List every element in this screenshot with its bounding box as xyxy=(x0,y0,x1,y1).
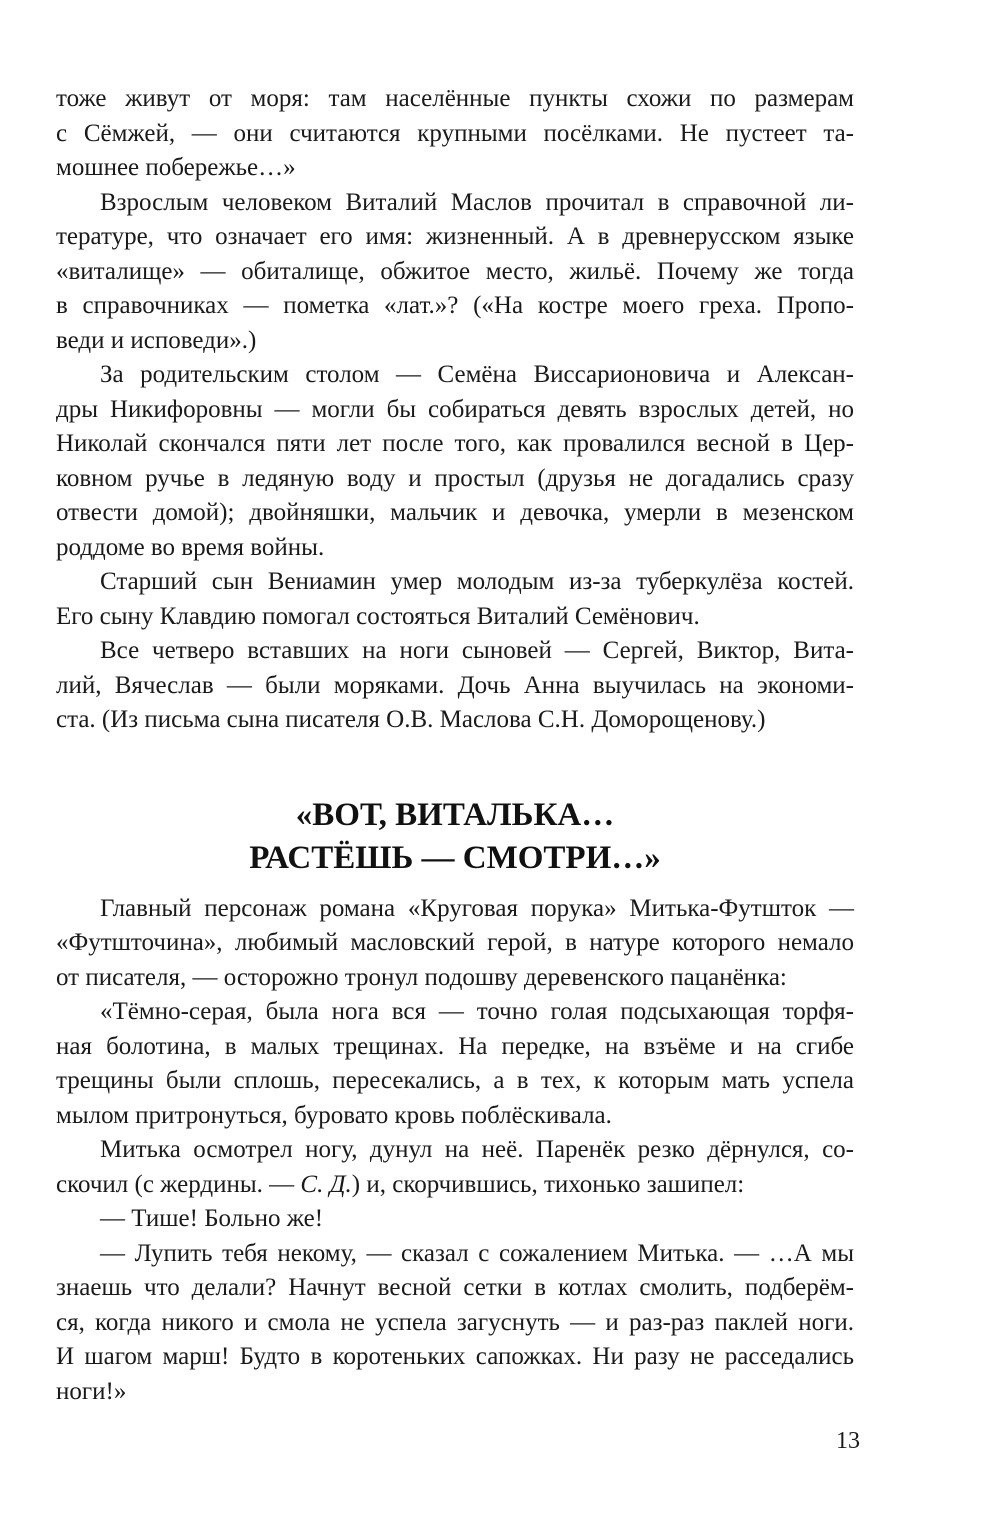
text-line: ста. (Из письма сына писателя О.В. Маслова С.Н. Доморощенову.) xyxy=(56,706,766,733)
text-line: знаешь что делали? Начнут весной сетки в котлах смолить, подберём- xyxy=(56,1274,854,1301)
body-text-top xyxy=(56,82,854,738)
paragraph-p4 xyxy=(56,565,854,634)
text-line: ковном ручье в ледяную воду и простыл (друзья не догадались сразу xyxy=(56,464,854,492)
text-line: Все четверо вставших на ноги сыновей — Сергей, Виктор, Вита- xyxy=(100,637,854,664)
paragraph-p6 xyxy=(56,892,854,996)
text-line: «виталище» — обиталище, обжитое место, жильё. Почему же тогда xyxy=(56,257,854,285)
text-line: лий, Вячеслав — были моряками. Дочь Анна выучилась на экономи- xyxy=(56,671,854,699)
text-line: тературе, что означает его имя: жизненный. А в древнерусском языке xyxy=(56,223,854,250)
paragraph-p3 xyxy=(56,358,854,565)
text-line xyxy=(56,1168,854,1203)
text-line: Митька осмотрел ногу, дунул на неё. Паренёк резко дёрнулся, со- xyxy=(100,1136,854,1163)
text-line: — Лупить тебя некому, — сказал с сожалением Митька. — …А мы xyxy=(100,1239,854,1267)
text-fragment: скочил (с жердины. — xyxy=(56,1170,301,1198)
text-line: дры Никифоровны — могли бы собираться девять взрослых детей, но xyxy=(56,395,854,423)
text-line: Его сыну Клавдию помогал состояться Виталий Семёнович. xyxy=(56,602,700,630)
text-line: ноги!» xyxy=(56,1377,127,1405)
paragraph-p2 xyxy=(56,186,854,359)
paragraph-p10 xyxy=(56,1237,854,1410)
paragraph-p7 xyxy=(56,995,854,1133)
text-line: от писателя, — осторожно тронул подошву деревенского пацанёнка: xyxy=(56,963,787,991)
author-initials: С. Д. xyxy=(300,1170,352,1198)
text-line: Старший сын Вениамин умер молодым из-за туберкулёза костей. xyxy=(100,568,854,595)
text-line: Взрослым человеком Виталий Маслов прочитал в справочной ли- xyxy=(100,188,854,216)
paragraph-p8 xyxy=(56,1133,854,1202)
text-line: — Тише! Больно же! xyxy=(100,1205,324,1232)
text-line: мошнее побережье…» xyxy=(56,154,296,181)
text-line: Николай скончался пяти лет после того, как провалился весной в Цер- xyxy=(56,430,854,457)
text-line: «Футшточина», любимый масловский герой, в натуре которого немало xyxy=(56,929,854,956)
chapter-heading xyxy=(56,794,854,880)
text-line: ся, когда никого и смола не успела загуснуть — и раз-раз паклей ноги. xyxy=(56,1308,854,1336)
text-line: мылом притронуться, буровато кровь поблёскивала. xyxy=(56,1101,612,1129)
body-text-bottom xyxy=(56,892,854,1410)
paragraph-p9 xyxy=(56,1202,854,1237)
text-line: ная болотина, в малых трещинах. На передке, на взъёме и на сгибе xyxy=(56,1032,854,1060)
text-line: Главный персонаж романа «Круговая порука» Митька-Футшток — xyxy=(100,894,854,922)
paragraph-p5 xyxy=(56,634,854,738)
text-line: За родительским столом — Семёна Виссарионовича и Алексан- xyxy=(100,361,854,388)
text-fragment: ) и, скорчившись, тихонько зашипел: xyxy=(351,1170,745,1198)
text-line: трещины были сплошь, пересекались, а в тех, к которым мать успела xyxy=(56,1067,854,1094)
chapter-heading-line-2: РАСТЁШЬ — СМОТРИ…» xyxy=(249,839,661,876)
paragraph-p1 xyxy=(56,82,854,186)
page-number: 13 xyxy=(836,1428,860,1454)
chapter-heading-line-1: «ВОТ, ВИТАЛЬКА… xyxy=(295,796,615,833)
text-line: веди и исповеди».) xyxy=(56,326,257,354)
page-body xyxy=(56,82,854,1409)
text-line: тоже живут от моря: там населённые пункты схожи по размерам xyxy=(56,85,854,112)
text-line: отвести домой); двойняшки, мальчик и девочка, умерли в мезенском xyxy=(56,499,854,526)
text-line: в справочниках — пометка «лат.»? («На костре моего греха. Пропо- xyxy=(56,292,854,319)
text-line: «Тёмно-серая, была нога вся — точно голая подсыхающая торфя- xyxy=(100,998,854,1025)
text-line: И шагом марш! Будто в коротеньких сапожках. Ни разу не расседались xyxy=(56,1343,854,1370)
text-line: роддоме во время войны. xyxy=(56,533,325,561)
text-line: с Сёмжей, — они считаются крупными посёлками. Не пустеет та- xyxy=(56,119,854,147)
